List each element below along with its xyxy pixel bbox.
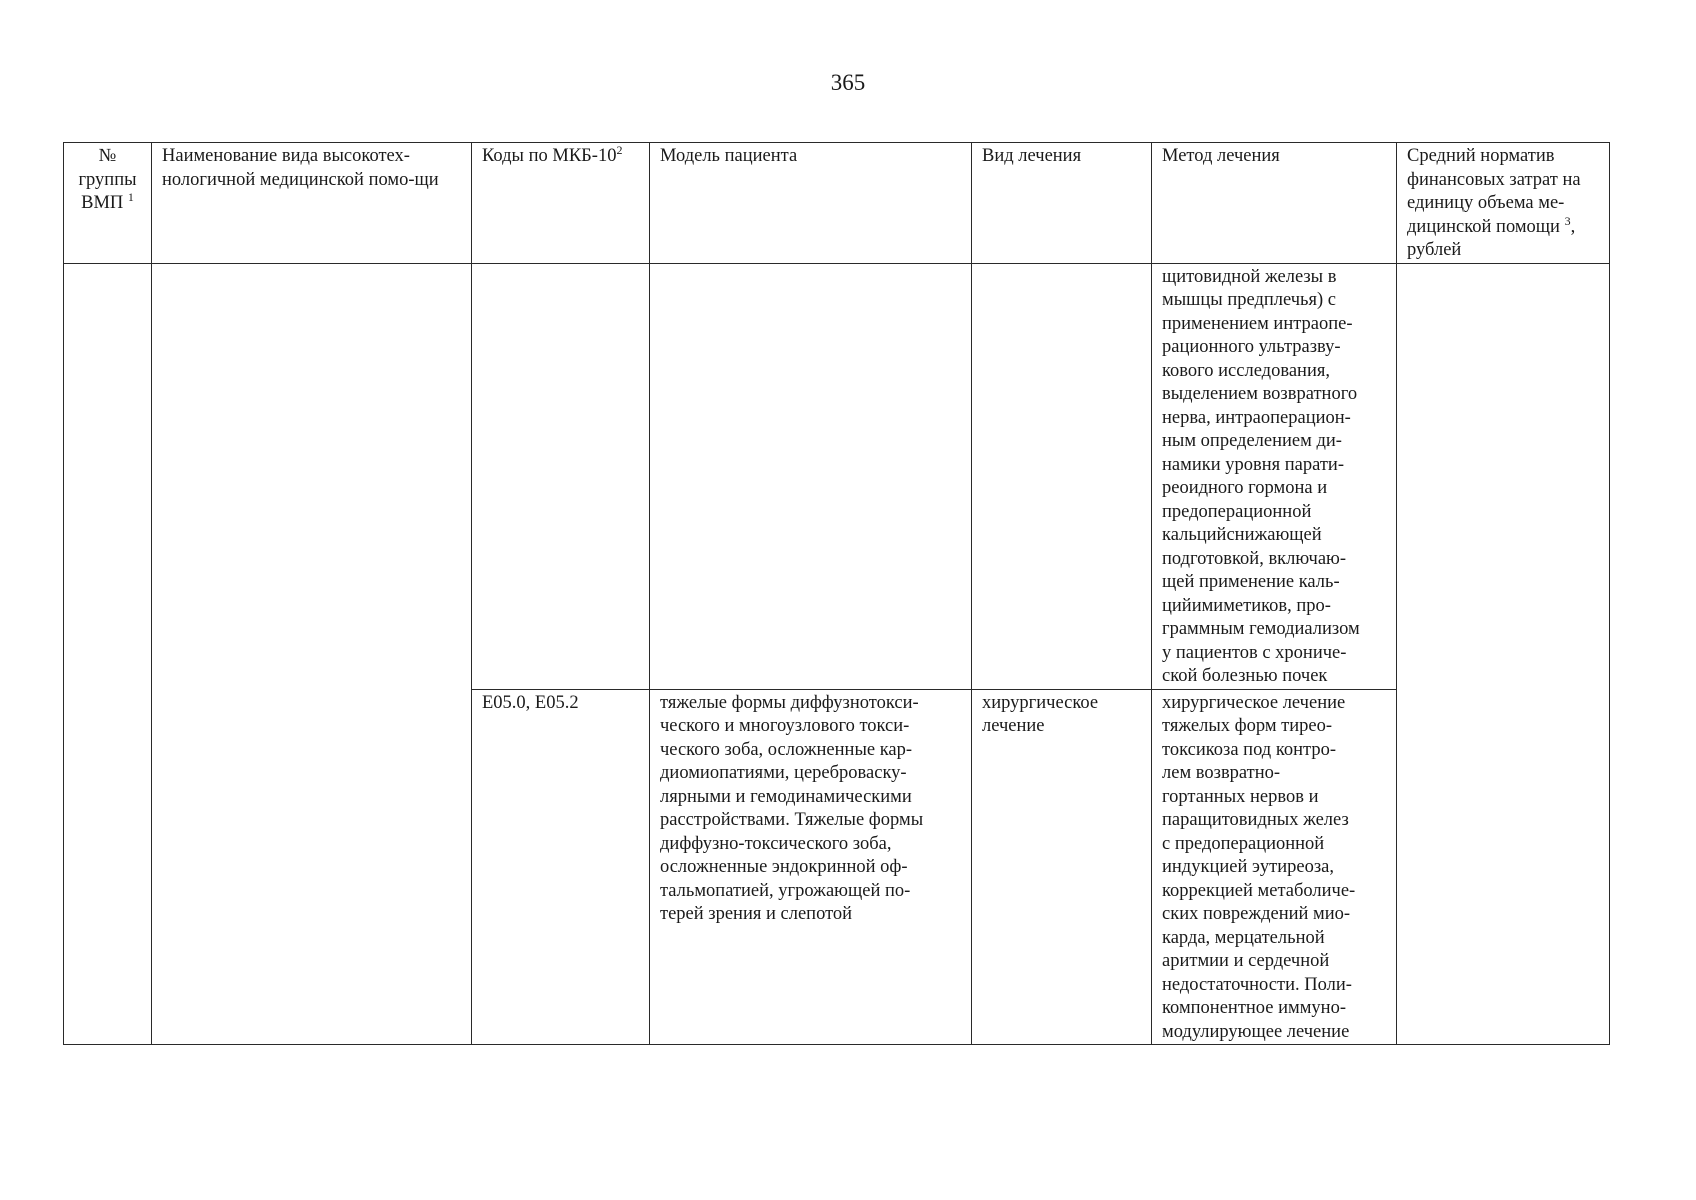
header-average-cost bbox=[1397, 143, 1610, 264]
header-treatment-type: Вид лечения bbox=[972, 143, 1152, 264]
cell-patient-model: тяжелые формы диффузнотокси- ческого и многоузлового токси- ческого зоба, осложненные кар- диомиопатиями, цереброваску- лярными и гемодинамическими расстройствами. Тяжелые формы диффузно-токсического зоба, осложненные эндокринной оф- тальмопатией, угрожающей по- терей зрения и слепотой bbox=[650, 689, 972, 1045]
header-icd-codes bbox=[472, 143, 650, 264]
footnote-2: 2 bbox=[616, 142, 623, 157]
cell-average-cost bbox=[1397, 263, 1610, 1045]
cell-group-number bbox=[64, 263, 152, 1045]
cell-treatment-type: хирургическое лечение bbox=[972, 689, 1152, 1045]
cell-care-name bbox=[152, 263, 472, 1045]
cell-icd-codes: E05.0, E05.2 bbox=[472, 689, 650, 1045]
header-care-name: Наименование вида высокотех-нологичной медицинской помо-щи bbox=[152, 143, 472, 264]
header-patient-model: Модель пациента bbox=[650, 143, 972, 264]
header-cost-unit: , рублей bbox=[1407, 216, 1576, 260]
cell-treatment-method: хирургическое лечение тяжелых форм тирео- токсикоза под контро- лем возвратно- гортанных нервов и паращитовидных желез с предоперационной индукцией эутиреоза, коррекцией метаболиче- ских повреждений мио- карда, мерцательной аритмии и сердечной недостаточности. Поли- компонентное иммуно- модулирующее лечение bbox=[1152, 689, 1397, 1045]
header-group-text: № группы ВМП bbox=[78, 146, 137, 213]
header-row bbox=[64, 143, 1610, 264]
footnote-1: 1 bbox=[127, 189, 134, 204]
page-number: 365 bbox=[830, 70, 866, 95]
cell-patient-model bbox=[650, 263, 972, 689]
table-row bbox=[64, 263, 1610, 689]
header-treatment-method: Метод лечения bbox=[1152, 143, 1397, 264]
header-cost-text: Средний норматив финансовых затрат на единицу объема ме-дицинской помощи bbox=[1407, 146, 1581, 237]
cell-treatment-method: щитовидной железы в мышцы предплечья) с применением интраопе- рационного ультразву- кового исследования, выделением возвратного нерва, интраоперацион- ным определением ди- намики уровня парати- реоидного гормона и предоперационной кальцийснижающей подготовкой, включаю- щей применение каль- цийимиметиков, про- граммным гемодиализом у пациентов с хрониче- ской болезнью почек bbox=[1152, 263, 1397, 689]
table-body bbox=[64, 263, 1610, 1045]
header-icd-text: Коды по МКБ-10 bbox=[482, 146, 617, 166]
cell-treatment-type bbox=[972, 263, 1152, 689]
vmp-table bbox=[63, 142, 1610, 1045]
cell-icd-codes bbox=[472, 263, 650, 689]
footnote-3: 3 bbox=[1564, 213, 1571, 228]
header-group-number bbox=[64, 143, 152, 264]
table-header bbox=[64, 143, 1610, 264]
